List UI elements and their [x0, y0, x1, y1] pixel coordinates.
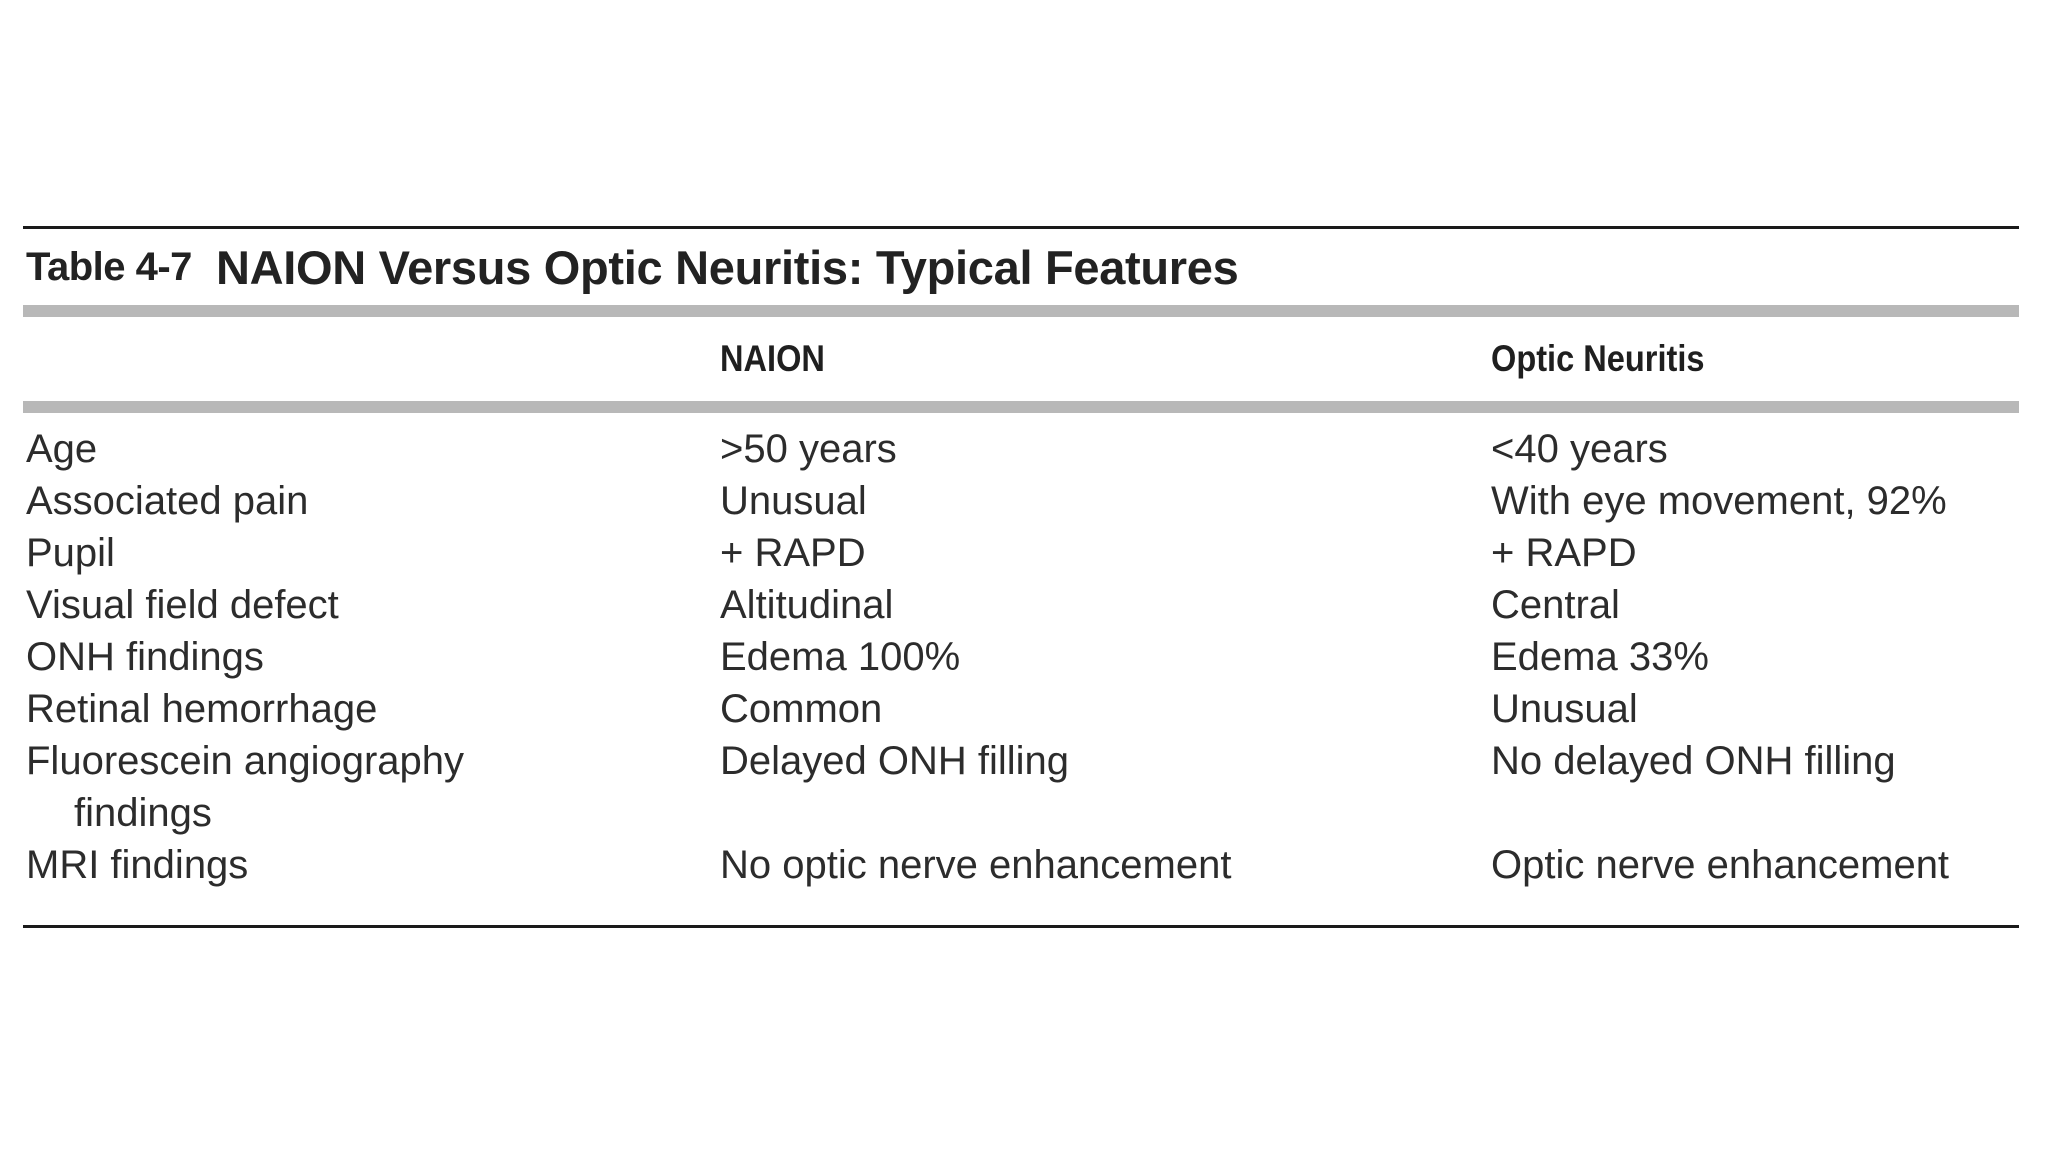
row-feature-fluorescein-line2: findings	[74, 791, 212, 835]
row-naion-associated-pain: Unusual	[720, 479, 867, 523]
row-optic-neuritis-onh-findings: Edema 33%	[1491, 635, 1709, 679]
row-optic-neuritis-visual-field-defect: Central	[1491, 583, 1620, 627]
table-header-row	[23, 317, 2019, 401]
table-caption	[23, 229, 2019, 305]
row-naion-retinal-hemorrhage: Common	[720, 687, 883, 731]
row-naion-fluorescein-angiography: Delayed ONH filling	[720, 739, 1070, 783]
row-optic-neuritis-age: <40 years	[1491, 427, 1668, 471]
table-label: Table 4-7	[26, 244, 192, 289]
row-feature-fluorescein-angiography	[26, 735, 464, 839]
row-naion-mri-findings: No optic nerve enhancement	[720, 843, 1232, 887]
table-title: NAION Versus Optic Neuritis: Typical Features	[215, 240, 1239, 294]
row-naion-onh-findings: Edema 100%	[720, 635, 961, 679]
row-feature-visual-field-defect: Visual field defect	[26, 583, 339, 627]
row-feature-age: Age	[26, 427, 98, 471]
table-bottom-rule	[23, 925, 2019, 928]
row-optic-neuritis-retinal-hemorrhage: Unusual	[1491, 687, 1638, 731]
comparison-table	[23, 226, 2019, 928]
caption-rule	[23, 305, 2019, 317]
table-body	[23, 413, 2019, 925]
row-feature-retinal-hemorrhage: Retinal hemorrhage	[26, 687, 378, 731]
row-naion-pupil: + RAPD	[720, 531, 866, 575]
row-optic-neuritis-mri-findings: Optic nerve enhancement	[1491, 843, 1950, 887]
row-optic-neuritis-pupil: + RAPD	[1491, 531, 1637, 575]
header-rule	[23, 401, 2019, 413]
column-header-optic-neuritis: Optic Neuritis	[1491, 338, 1705, 379]
row-optic-neuritis-fluorescein-angiography: No delayed ONH filling	[1491, 739, 1896, 783]
row-feature-pupil: Pupil	[26, 531, 115, 575]
row-feature-onh-findings: ONH findings	[26, 635, 264, 679]
row-feature-associated-pain: Associated pain	[26, 479, 309, 523]
row-feature-fluorescein-line1: Fluorescein angiography	[26, 739, 465, 783]
row-feature-mri-findings: MRI findings	[26, 843, 249, 887]
row-naion-visual-field-defect: Altitudinal	[720, 583, 894, 627]
column-header-naion: NAION	[720, 338, 825, 379]
row-naion-age: >50 years	[720, 427, 897, 471]
row-optic-neuritis-associated-pain: With eye movement, 92%	[1491, 479, 1947, 523]
